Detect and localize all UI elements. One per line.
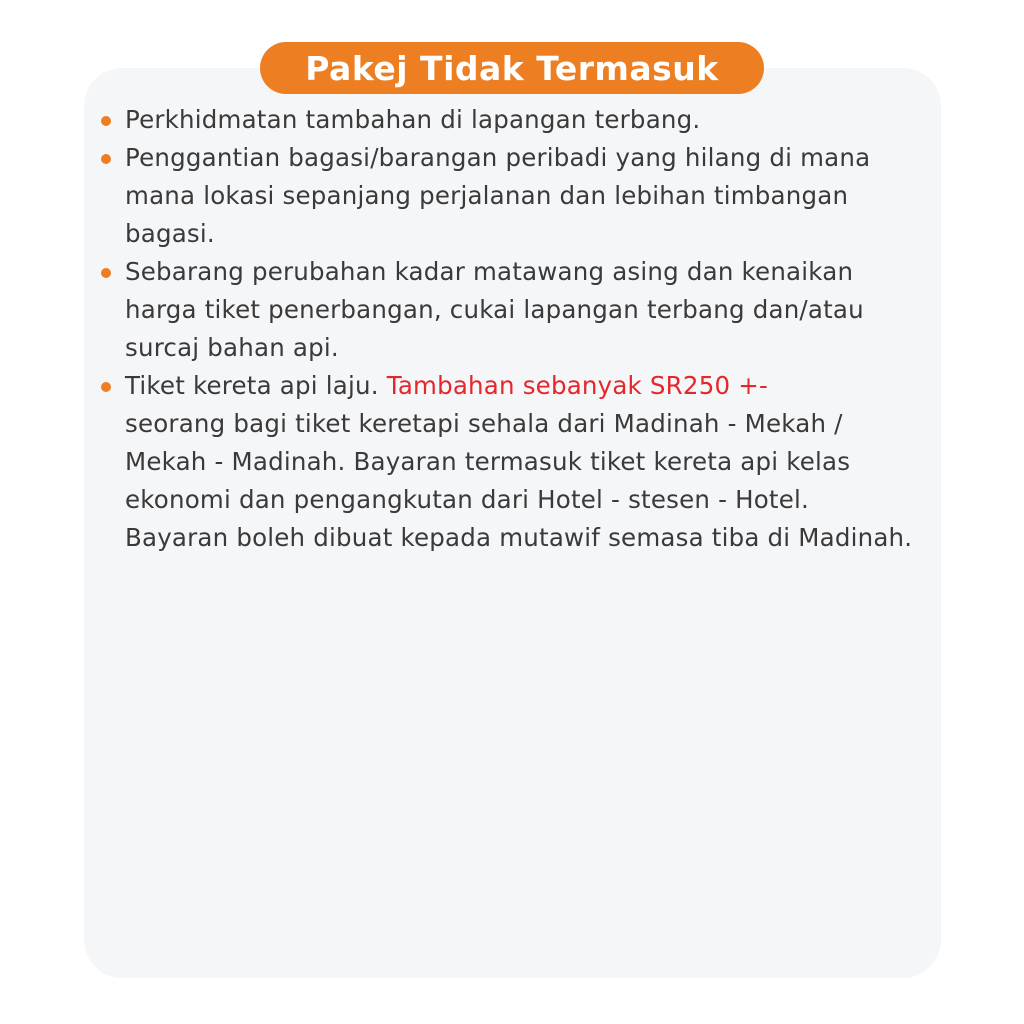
bullet-dot-icon [101, 116, 111, 126]
list-item-text: Penggantian bagasi/barangan peribadi yang hilang di mana mana lokasi sepanjang perjalanan dan lebihan timbangan bagasi. [125, 143, 871, 248]
list-item-text: Perkhidmatan tambahan di lapangan terbang. [125, 105, 701, 134]
list-item-text: Tiket kereta api laju. [125, 371, 387, 400]
list-item-text-continued: seorang bagi tiket keretapi sehala dari Madinah - Mekah / Mekah - Madinah. Bayaran termasuk tiket kereta api kelas ekonomi dan pengangkutan dari Hotel - stesen - Hotel. Bayaran boleh dibuat kepada mutawif semasa tiba di Madinah. [125, 409, 913, 552]
price-highlight: Tambahan sebanyak SR250 +- [386, 371, 769, 400]
list-item [100, 253, 920, 367]
list-item [100, 101, 920, 139]
exclusion-list [100, 101, 920, 557]
list-item [100, 367, 920, 557]
bullet-dot-icon [101, 154, 111, 164]
bullet-dot-icon [101, 382, 111, 392]
bullet-dot-icon [101, 268, 111, 278]
list-item [100, 139, 920, 253]
list-item-text: Sebarang perubahan kadar matawang asing dan kenaikan harga tiket penerbangan, cukai lapangan terbang dan/atau surcaj bahan api. [125, 257, 864, 362]
title-banner: Pakej Tidak Termasuk [260, 42, 764, 94]
